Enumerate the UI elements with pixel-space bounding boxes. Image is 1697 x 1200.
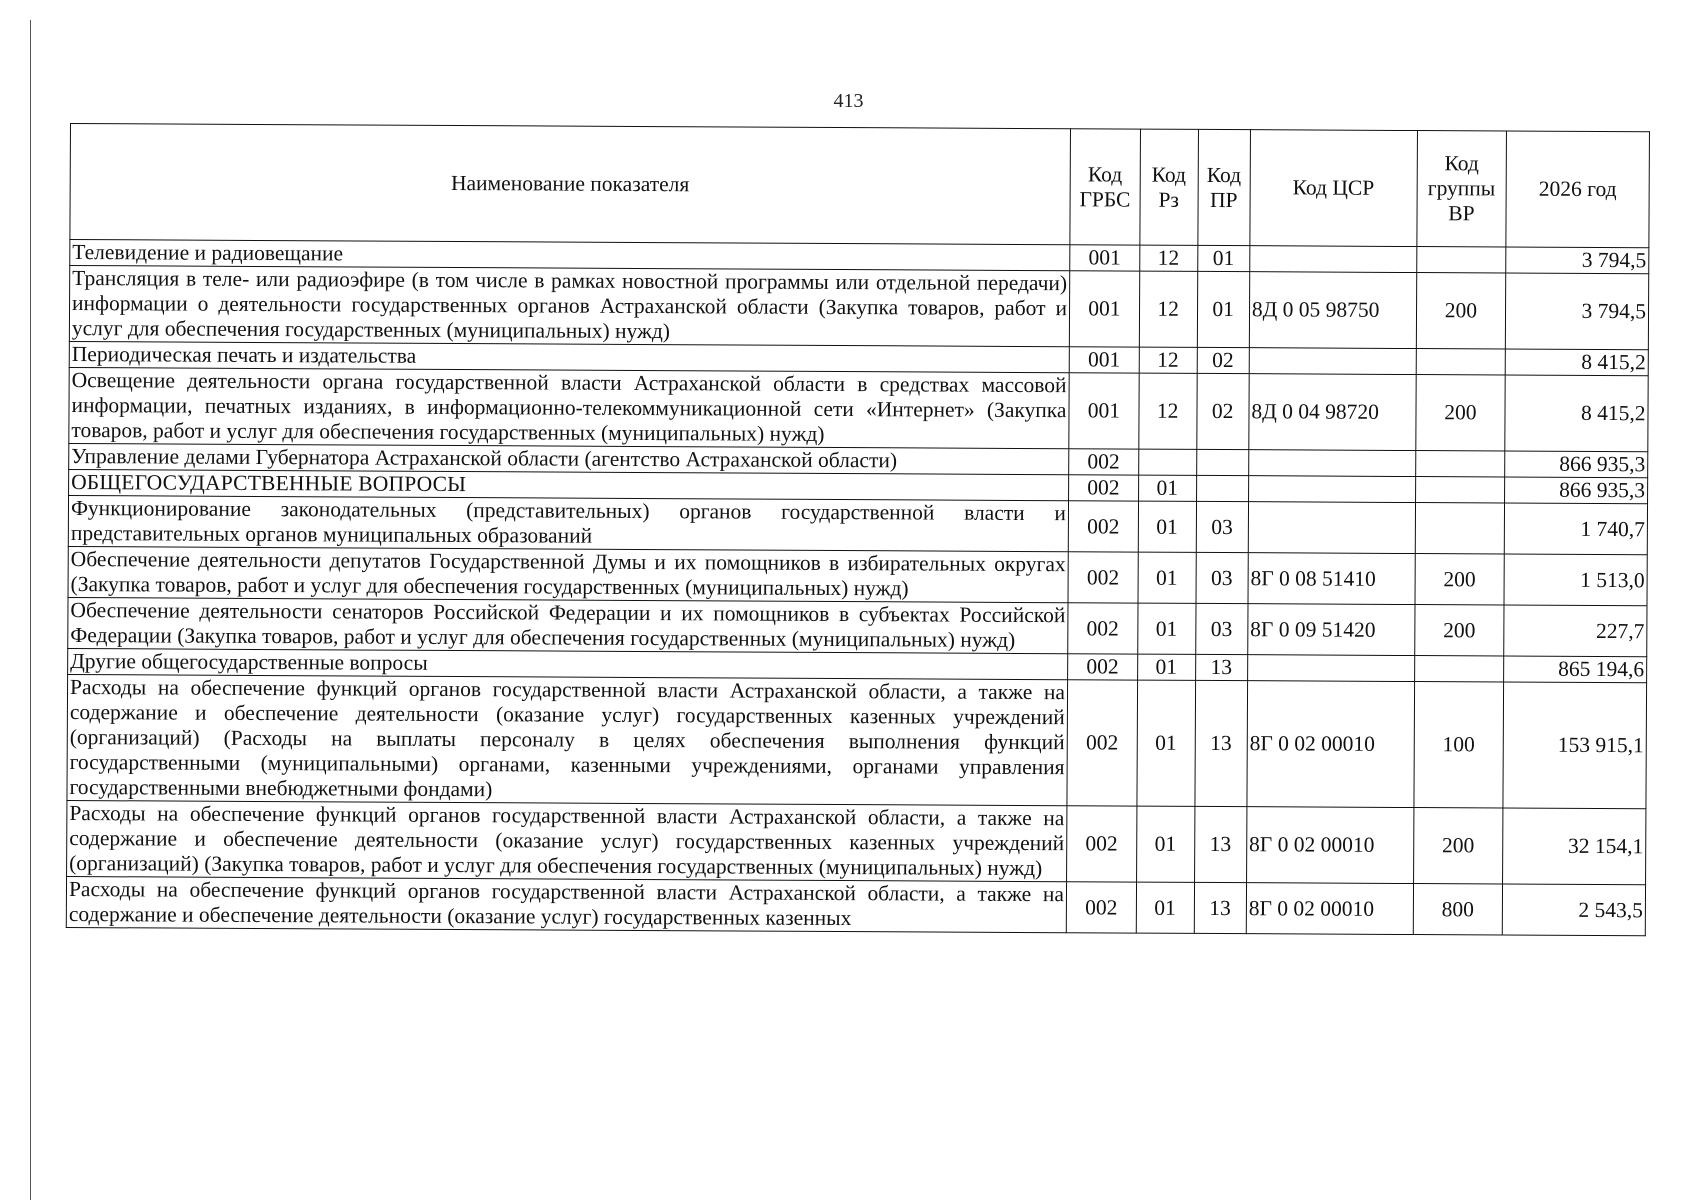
row-csr [1248, 502, 1415, 554]
row-amount: 227,7 [1504, 605, 1647, 657]
row-vr: 200 [1415, 375, 1505, 451]
row-name: Обеспечение деятельности депутатов Государственной Думы и их помощников в избирательных округах (Закупка товаров, работ и услуг для обеспечения государственных (муниципальных) нужд) [68, 546, 1068, 602]
row-pr: 13 [1194, 882, 1247, 933]
row-grbs: 001 [1069, 347, 1139, 373]
row-rz: 01 [1137, 654, 1195, 680]
row-pr: 13 [1195, 654, 1247, 680]
table-row [69, 367, 1648, 451]
row-csr [1247, 655, 1414, 682]
row-vr [1416, 247, 1506, 273]
row-rz: 12 [1139, 373, 1197, 449]
row-name: Телевидение и радиовещание [70, 240, 1070, 271]
row-vr [1415, 503, 1505, 554]
header-vr: Код группы ВР [1417, 131, 1507, 247]
row-pr: 02 [1196, 373, 1249, 449]
row-amount: 32 154,1 [1503, 808, 1646, 885]
row-csr [1250, 246, 1417, 273]
header-csr: Код ЦСР [1250, 130, 1417, 247]
row-rz: 01 [1136, 882, 1194, 933]
row-name: Трансляция в теле- или радиоэфире (в том числе в рамках новостной программы или отдельной передачи) информации о деятельности государственных органов Астраханской области (Закупка товаров, работ и услуг для обеспечения государственных (муниципальных) нужд) [69, 266, 1069, 347]
row-grbs: 002 [1068, 475, 1138, 501]
row-pr: 13 [1194, 806, 1247, 882]
row-amount: 8 415,2 [1505, 349, 1648, 376]
row-name: Управление делами Губернатора Астраханской области (агентство Астраханской области) [69, 443, 1069, 474]
row-vr [1414, 656, 1504, 682]
row-name: Освещение деятельности органа государственной власти Астраханской области в средствах массовой информации, печатных изданиях, в информационно-телекоммуникационной сети «Интернет» (Закупка товаров, работ и услуг для обеспечения государственных (муниципальных) нужд) [69, 367, 1069, 448]
row-rz [1138, 449, 1196, 475]
row-name: Обеспечение деятельности сенаторов Российской Федерации и их помощников в субъектах Российской Федерации (Закупка товаров, работ и услуг для обеспечения государственных (муниципальных) нужд) [68, 597, 1068, 653]
row-rz: 01 [1137, 603, 1195, 654]
row-name: Расходы на обеспечение функций органов государственной власти Астраханской области, а также на содержание и обеспечение деятельности (оказание услуг) государственных казенных учреждений (организаций) (Расходы на выплаты персоналу в целях обеспечения выполнения функций государственными (муниципальными) органами, казенными учреждениями, органами управления государственными внебюджетными фондами) [67, 674, 1068, 805]
row-grbs: 001 [1069, 271, 1139, 347]
row-vr: 100 [1414, 682, 1504, 808]
row-csr: 8Г 0 09 51420 [1248, 604, 1415, 656]
row-amount: 866 935,3 [1505, 477, 1648, 504]
row-grbs: 002 [1068, 654, 1138, 680]
row-pr: 03 [1196, 501, 1249, 552]
page-number: 413 [833, 90, 864, 112]
row-rz: 12 [1139, 271, 1197, 347]
row-name: Расходы на обеспечение функций органов государственной власти Астраханской области, а также на содержание и обеспечение деятельности (оказание услуг) государственных казенных [66, 876, 1066, 932]
table-row [68, 597, 1647, 656]
row-csr: 8Г 0 02 00010 [1246, 807, 1413, 884]
row-pr: 01 [1197, 245, 1249, 271]
row-name: Расходы на обеспечение функций органов государственной власти Астраханской области, а также на содержание и обеспечение деятельности (оказание услуг) государственных казенных учреждений (организаций) (Закупка товаров, работ и услуг для обеспечения государственных (муниципальных) нужд) [67, 800, 1067, 881]
row-pr: 02 [1197, 347, 1249, 373]
row-amount: 3 794,5 [1505, 273, 1648, 350]
row-csr: 8Г 0 02 00010 [1247, 681, 1414, 808]
header-year: 2026 год [1506, 131, 1650, 248]
row-name: Периодическая печать и издательства [69, 341, 1069, 372]
table-row [69, 266, 1648, 350]
row-pr [1196, 475, 1248, 501]
row-vr [1416, 349, 1506, 375]
row-name: Другие общегосударственные вопросы [68, 648, 1068, 679]
row-grbs: 002 [1068, 552, 1138, 603]
table-row [66, 876, 1645, 935]
row-pr: 01 [1197, 271, 1250, 347]
row-vr: 200 [1415, 554, 1505, 605]
row-rz: 12 [1139, 245, 1197, 271]
row-grbs: 001 [1069, 373, 1139, 449]
row-grbs: 002 [1068, 603, 1138, 654]
row-vr: 200 [1413, 808, 1503, 884]
row-name: ОБЩЕГОСУДАРСТВЕННЫЕ ВОПРОСЫ [69, 469, 1069, 500]
row-rz: 01 [1136, 806, 1194, 882]
table-row [67, 800, 1646, 884]
row-vr [1415, 451, 1505, 477]
row-vr: 200 [1416, 273, 1506, 349]
row-amount: 8 415,2 [1505, 375, 1648, 452]
table-row [68, 495, 1647, 554]
row-grbs: 001 [1070, 245, 1140, 271]
row-csr: 8Д 0 04 98720 [1249, 374, 1416, 451]
row-rz: 12 [1139, 347, 1197, 373]
row-vr: 800 [1413, 884, 1503, 935]
row-csr: 8Г 0 02 00010 [1246, 883, 1413, 935]
row-rz: 01 [1138, 501, 1196, 552]
header-pr: Код ПР [1197, 129, 1250, 245]
row-amount: 3 794,5 [1506, 247, 1649, 274]
row-pr: 13 [1194, 680, 1247, 806]
row-pr: 03 [1195, 603, 1248, 654]
row-amount: 153 915,1 [1503, 682, 1647, 809]
row-grbs: 002 [1068, 501, 1138, 552]
row-amount: 1 740,7 [1504, 503, 1647, 555]
row-pr [1196, 449, 1248, 475]
header-name: Наименование показателя [70, 124, 1071, 245]
row-vr [1415, 477, 1505, 503]
page-margin-line [30, 20, 31, 1200]
row-grbs: 002 [1069, 449, 1139, 475]
row-amount: 2 543,5 [1502, 884, 1645, 936]
row-amount: 1 513,0 [1504, 554, 1647, 606]
table-row [68, 546, 1647, 605]
row-csr [1249, 450, 1416, 477]
header-rz: Код Рз [1140, 129, 1198, 245]
row-rz: 01 [1138, 475, 1196, 501]
row-grbs: 002 [1066, 882, 1136, 933]
row-amount: 866 935,3 [1505, 451, 1648, 478]
row-amount: 865 194,6 [1504, 656, 1647, 683]
row-pr: 03 [1196, 552, 1249, 603]
budget-table [66, 123, 1650, 936]
row-rz: 01 [1138, 552, 1196, 603]
header-grbs: Код ГРБС [1070, 129, 1140, 245]
row-csr [1249, 348, 1416, 375]
row-vr: 200 [1414, 605, 1504, 656]
row-grbs: 002 [1067, 680, 1137, 806]
row-csr: 8Г 0 08 51410 [1248, 553, 1415, 605]
row-name: Функционирование законодательных (представительных) органов государственной власти и представительных органов муниципальных образований [68, 495, 1068, 551]
row-csr [1248, 476, 1415, 503]
table-row [67, 674, 1647, 808]
row-rz: 01 [1137, 680, 1195, 806]
row-grbs: 002 [1066, 806, 1136, 882]
table-header-row [70, 124, 1650, 248]
row-csr: 8Д 0 05 98750 [1249, 272, 1416, 349]
